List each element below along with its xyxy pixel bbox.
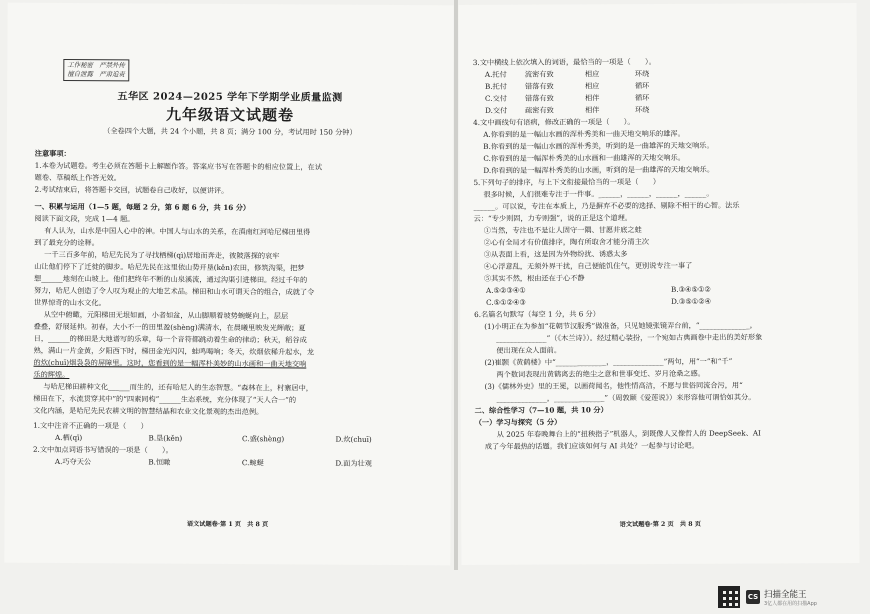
q6-item-line: ______________，______________”（周敦颐《爱莲说》）来形容他可谓恰如其分。 — [496, 392, 756, 403]
passage-line: 想______地刻在山坡上。他们把终年不断的山泉溪流，通过沟渠引进梯田。经过千年的 — [34, 273, 308, 285]
question-2-options — [33, 456, 429, 470]
passage-line: 从空中俯瞰，元阳梯田无垠如画，小者如盆，从山脚顺着坡势蜿蜒向上，层层 — [43, 309, 289, 321]
question-5: 5.下列句子的排序，与上下文衔接最恰当的一项是（ ） — [473, 176, 661, 187]
q5-passage-line: 云：“专少则固，力专则强”，说的正是这个道理。 — [473, 213, 632, 223]
q5-passage-line: ______。可以说，专注在本质上，乃是摒弃不必要的选择、剔除不相干的心智。法乐 — [473, 200, 740, 211]
page-gutter — [454, 0, 458, 570]
q5-item: ②心有全局才有价值排序，陶有所取舍才能分清主次 — [483, 237, 650, 247]
option-b: B.你看到的是一幅山水画的浑朴秀美，听到的是一曲雄浑的天地交响乐。 — [483, 140, 714, 151]
passage-line: 山让他们停下了迁徙的脚步。哈尼先民在这里依山势开垦(kěn)农田，修筑沟渠，把梦 — [34, 261, 305, 273]
q6-item-line: ______________”（《木兰诗》）。经过精心装扮，一个宛如古典画卷中走出的美好形象 — [496, 332, 763, 343]
option-d: D.你看到的是一幅浑朴秀美的山水画，听到的是一曲雄浑的天地交响乐。 — [483, 164, 715, 175]
notes-heading: 注意事项： — [34, 148, 71, 159]
cell: 相伴 — [585, 93, 600, 103]
scanner-watermark-text — [764, 588, 817, 607]
passage-line: 梯田在下，水流贯穿其中”的“四素同构”______生态系统，充分体现了“天人合一”的 — [33, 393, 297, 405]
option-d: D.③⑤①②④ — [671, 296, 712, 306]
subsection-heading: （一）学习与探究（5 分） — [474, 417, 562, 427]
cell: 疏密有致 — [525, 105, 554, 115]
q5-item: ①当然，专注也不是让人固守一隅、甘愿井底之蛙 — [483, 225, 642, 235]
passage-line: 到了最充分的诠释。 — [34, 237, 99, 248]
option-d: D.面为壮观 — [335, 458, 372, 468]
question-6: 6.名篇名句默写（每空 1 分，共 6 分） — [474, 309, 600, 319]
option-c: C.盛(shèng) — [242, 434, 285, 444]
qr-code-icon — [718, 586, 740, 608]
reading-intro: 阅读下面文段，完成 1—4 题。 — [34, 213, 135, 224]
passage-line: 日，______的梯田是大地谱写的乐章，每一个音符都跳动着生命的律动；秋天，稻谷成 — [33, 333, 307, 345]
passage-line: 努力，哈尼人创造了令人叹为观止的大地艺术品。梯田和山水可谓天合的组合，成就了令 — [33, 285, 315, 297]
cell: 环绕 — [634, 69, 650, 79]
question-3-options — [473, 67, 843, 117]
question-1: 1.文中注音不正确的一项是（ ） — [33, 420, 148, 431]
cell: C.交付 — [485, 93, 507, 103]
confidential-stamp — [63, 59, 129, 81]
q5-item: ③从表面上看，这是因为外物纷扰、诱惑太多 — [483, 249, 628, 259]
stamp-line: 工作秘密 严禁外传 — [67, 61, 125, 70]
page-1-footer: 语文试题卷·第 1 页 共 8 页 — [186, 520, 269, 529]
cell: 循环 — [634, 81, 650, 91]
scanner-app-tagline: 3亿人都在用的扫描App — [764, 600, 817, 607]
cell: 相应 — [584, 69, 600, 79]
q5-item: ⑤其实不然，根由还在于心不静 — [483, 273, 585, 283]
cell: 相伴 — [585, 105, 600, 115]
option-a: A.⑤②③④① — [486, 285, 526, 295]
q6-item-line: (2)崔颢《黄鹤楼》中“______________，______________”两句，用“一”和“千” — [484, 356, 733, 367]
exam-page-1 — [4, 3, 453, 566]
question-5-options — [474, 295, 844, 309]
underlined-passage-line: 乐的辉煌。 — [33, 369, 70, 380]
option-a: A.巧夺天公 — [54, 456, 92, 467]
paper-title: 九年级语文试题卷 — [165, 105, 295, 125]
q6-item-line: (3)《儒林外史》里的王冕，以画荷闻名，他性情高洁，不愿与世俗同流合污，用“ — [484, 380, 743, 391]
stamp-line: 擅自泄露 严肃追责 — [67, 70, 125, 79]
scanner-watermark — [746, 584, 866, 610]
cell: 错落有致 — [524, 81, 554, 91]
option-b: B.恒瞰 — [148, 457, 171, 467]
q6-item-line: 便出现在众人面前。 — [496, 345, 562, 355]
option-a: A.栖(qī) — [55, 432, 83, 443]
scanner-app-name: 扫描全能王 — [764, 589, 807, 600]
cell: A.托付 — [484, 69, 507, 79]
question-3: 3.文中横线上依次填入的词语，最恰当的一项是（ ）。 — [472, 57, 656, 67]
section-1-heading: 一、积累与运用（1—5 题，每题 2 分，第 6 题 6 分，共 16 分） — [34, 201, 251, 213]
region-title: 五华区 2024—2025 学年下学期学业质量监测 — [117, 91, 343, 104]
option-d: D.炊(chuī) — [335, 434, 372, 444]
passage-line: 有人认为，山水是中国人心中的神。中国人与山水的关系，在滇南红河哈尼梯田里得 — [44, 225, 311, 237]
camscanner-logo-icon: CS — [746, 590, 760, 604]
section-2-heading: 二、综合性学习（7—10 题，共 10 分） — [474, 405, 608, 415]
cell: 循环 — [635, 93, 650, 103]
q6-item-line: 两个数词表现出黄鹤离去的绝尘之意和世事变迁、岁月沧桑之感。 — [496, 368, 705, 379]
option-b: B.垦(kěn) — [148, 433, 183, 443]
passage-line: 世界惊奇的山水文化。 — [33, 297, 106, 308]
exam-info-line: （全卷四个大题，共 24 个小题，共 8 页；满分 100 分，考试用时 150 分钟） — [103, 126, 357, 137]
passage-line: 文化内涵，是哈尼先民农耕文明的智慧结晶和农业文化景观的杰出范例。 — [33, 405, 264, 417]
cell: 流密有致 — [524, 69, 554, 79]
option-a: A.你看到的是一幅山水画的浑朴秀美和一曲天地交响乐的雄浑。 — [483, 128, 685, 139]
q5-passage-line: 很多时候，人们很难专注于一件事。______，______，______，______。 — [483, 188, 714, 199]
option-c: C.蜿蜒 — [241, 458, 264, 468]
passage-line: 叠叠，舒展延伸。初春，大小不一的田里盈(shèng)满清水，在晨曦里映发光辉敞；夏 — [33, 321, 306, 333]
cell: 错落有致 — [525, 93, 554, 103]
underlined-passage-line: 的炊(chuī)烟袅袅的屏障里。这时，您看到的是一幅浑朴美妙的山水画和一曲天地交响 — [33, 357, 307, 369]
page-1-body — [33, 148, 431, 470]
passage-line: 一千三百多年前，哈尼先民为了寻找栖梯(qì)居地而奔走，彼陂落探的哀牢 — [44, 249, 280, 261]
q6-item-line: (1)小明正在为参加“花朝节汉服秀”做准备，只见她镜张镜弄台前，“______________， — [484, 320, 758, 331]
note-line: 2.考试结束后，将答题卡交回，试题卷自己收好，以便讲评。 — [34, 184, 229, 195]
passage-line: 熟，满山一片金黄，夕阳西下时，梯田金光闪闪，蛙鸣喝响；冬天，炊烟依稀升起水，龙 — [33, 345, 314, 357]
cell: 环绕 — [635, 105, 650, 115]
page-2-footer: 语文试题卷·第 2 页 共 8 页 — [619, 520, 701, 529]
cell: D.交付 — [485, 105, 508, 115]
question-4: 4.文中画线句有语病，修改正确的一项是（ ）。 — [473, 117, 635, 127]
subsection-text: 从 2025 年春晚舞台上的“扭秧指子”机器人，到既像人又像哲人的 DeepSeek、AI — [496, 428, 761, 439]
question-2: 2.文中加点词语书写错误的一项是（ ）。 — [32, 444, 173, 455]
cell: B.托付 — [484, 81, 507, 91]
passage-line: 与哈尼梯田耕种文化______而生的，还有哈尼人的生态智慧。“森林在上，村寨居中， — [43, 381, 314, 393]
note-line: 题卷、草稿纸上作答无效。 — [34, 172, 121, 183]
note-line: 1.本卷为试题卷。考生必须在答题卡上解题作答。答案应书写在答题卡的相应位置上，在试 — [34, 160, 322, 172]
exam-page-2 — [459, 3, 860, 565]
option-c: C.你看到的是一幅浑朴秀美的山水画和一曲雄浑的天地交响乐。 — [483, 152, 685, 163]
page-2-body — [473, 55, 845, 453]
q5-item: ④心浮意乱，无须外界干扰，自己便能饥住气，更别说专注一事了 — [483, 260, 693, 271]
option-c: C.⑤①②④③ — [486, 297, 526, 307]
cell: 相应 — [584, 81, 600, 91]
subsection-text: 成了今年最热的话题。我们应该如何与 AI 共处？一起参与讨论吧。 — [484, 440, 699, 451]
option-b: B.③④⑤①② — [671, 284, 711, 294]
